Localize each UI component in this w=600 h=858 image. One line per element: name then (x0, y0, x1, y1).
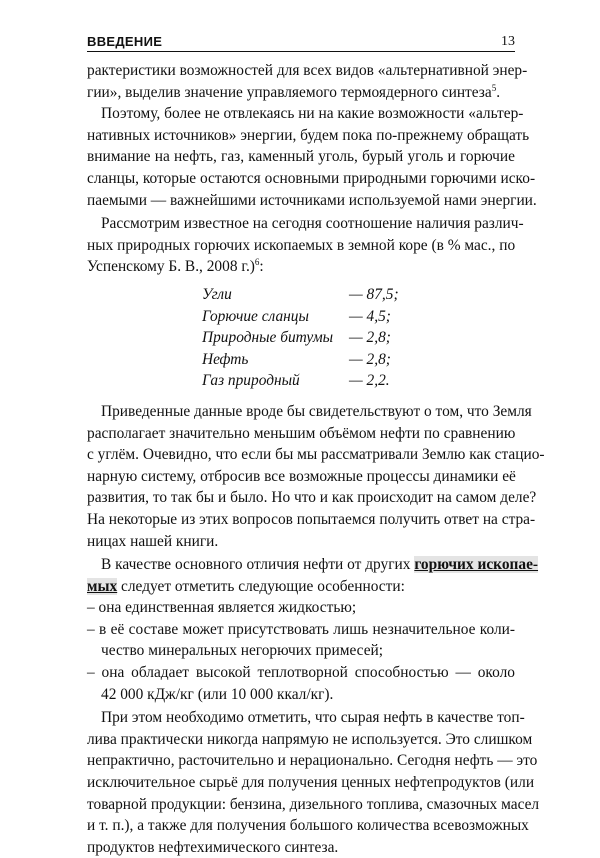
text-fragment: гии», выделив значение управляемого термоядерного синтеза (87, 83, 492, 101)
text-line: нарную систему, отбросив все возможные процессы динамики её (87, 467, 516, 485)
resource-name: Нефть (202, 350, 249, 368)
text-line: сланцы, которые остаются основными природными горючими иско- (87, 169, 536, 187)
text-line: с углём. Очевидно, что если бы мы рассматривали Землю как стацио- (87, 446, 545, 464)
text-fragment: следует отметить следующие особенности: (117, 577, 405, 595)
text-line: ницах нашей книги. (87, 532, 219, 550)
text-line: рактеристики возможностей для всех видов «альтернативной энер- (87, 62, 528, 79)
paragraph-2 (87, 103, 537, 211)
resource-value: — 4,5; (349, 307, 391, 325)
text-line: располагает значительно меньшим объёмом нефти по сравнению (87, 424, 516, 442)
resource-value: — 2,8; (349, 329, 391, 347)
text-fragment: В качестве основного отличия нефти от других (101, 556, 415, 574)
text-line (87, 256, 515, 278)
text-line: Приведенные данные вроде бы свидетельствуют о том, что Земля (101, 402, 532, 420)
glossary-link[interactable]: горючих ископае- (414, 556, 539, 574)
list-item: – в её составе может присутствовать лишь незначительное коли- (87, 620, 515, 638)
paragraph-1 (87, 60, 528, 103)
page-number: 13 (501, 34, 515, 49)
resource-value: — 2,2. (349, 372, 390, 390)
paragraph-5 (87, 554, 539, 597)
text-line: и т. п.), а также для получения большого количества всевозможных (87, 817, 529, 835)
page-body (87, 60, 545, 858)
running-header (87, 33, 515, 52)
resource-name: Угли (202, 285, 232, 303)
period: . (496, 83, 501, 101)
text-line: Рассмотрим известное на сегодня соотношение наличия различ- (101, 215, 524, 233)
text-line: товарной продукции: бензина, дизельного топлива, смазочных масел (87, 795, 540, 813)
resource-name: Газ природный (202, 372, 300, 390)
text-line: развития, то так бы и было. Но что и как происходит на самом деле? (87, 489, 537, 507)
text-line (87, 576, 515, 598)
features-list (87, 597, 515, 705)
text-line (87, 82, 515, 104)
resource-name: Природные битумы (202, 329, 334, 347)
list-item: – она единственная является жидкостью; (87, 599, 357, 617)
text-fragment: Успенскому Б. В., 2008 г.) (87, 258, 255, 276)
text-line: На некоторые из этих вопросов попытаемся получить ответ на стра- (87, 510, 536, 528)
list-item-continuation: чество минеральных негорючих примесей; (101, 642, 384, 660)
resource-value: — 2,8; (349, 350, 391, 368)
text-line: непрактично, расточительно и нерационально. Сегодня нефть — это (87, 752, 538, 770)
list-item: – она обладает высокой теплотворной способностью — около (87, 664, 515, 682)
resource-name: Горючие сланцы (202, 307, 309, 325)
text-line: внимание на нефть, газ, каменный уголь, бурый уголь и горючие (87, 148, 515, 166)
text-line: При этом необходимо отметить, что сырая нефть в качестве топ- (101, 709, 525, 727)
text-line: паемыми — важнейшими источниками используемой нами энергии. (87, 191, 537, 209)
text-line: исключительное сырьё для получения ценных нефтепродуктов (или (87, 774, 535, 792)
resource-list (87, 284, 515, 392)
text-line: лива практически никогда напрямую не используется. Это слишком (87, 730, 533, 748)
colon: : (259, 258, 264, 276)
list-item-continuation: 42 000 кДж/кг (или 10 000 ккал/кг). (101, 685, 334, 703)
resource-value: — 87,5; (349, 285, 399, 303)
section-title: ВВЕДЕНИЕ (87, 34, 163, 49)
footnote-ref: 6 (254, 257, 260, 268)
paragraph-3 (87, 213, 524, 278)
text-line (87, 554, 539, 576)
text-line: нативных источников» энергии, будем пока по-прежнему обращать (87, 126, 530, 144)
footnote-ref: 5 (491, 82, 497, 93)
text-line: ных природных горючих ископаемых в земной коре (в % мас., по (87, 236, 516, 254)
text-line: Поэтому, более не отвлекаясь ни на какие возможности «альтер- (101, 105, 524, 123)
text-line: продуктов нефтехимического синтеза. (87, 838, 339, 856)
paragraph-4 (87, 401, 545, 552)
paragraph-6 (87, 707, 540, 858)
glossary-link[interactable]: мых (87, 577, 118, 595)
